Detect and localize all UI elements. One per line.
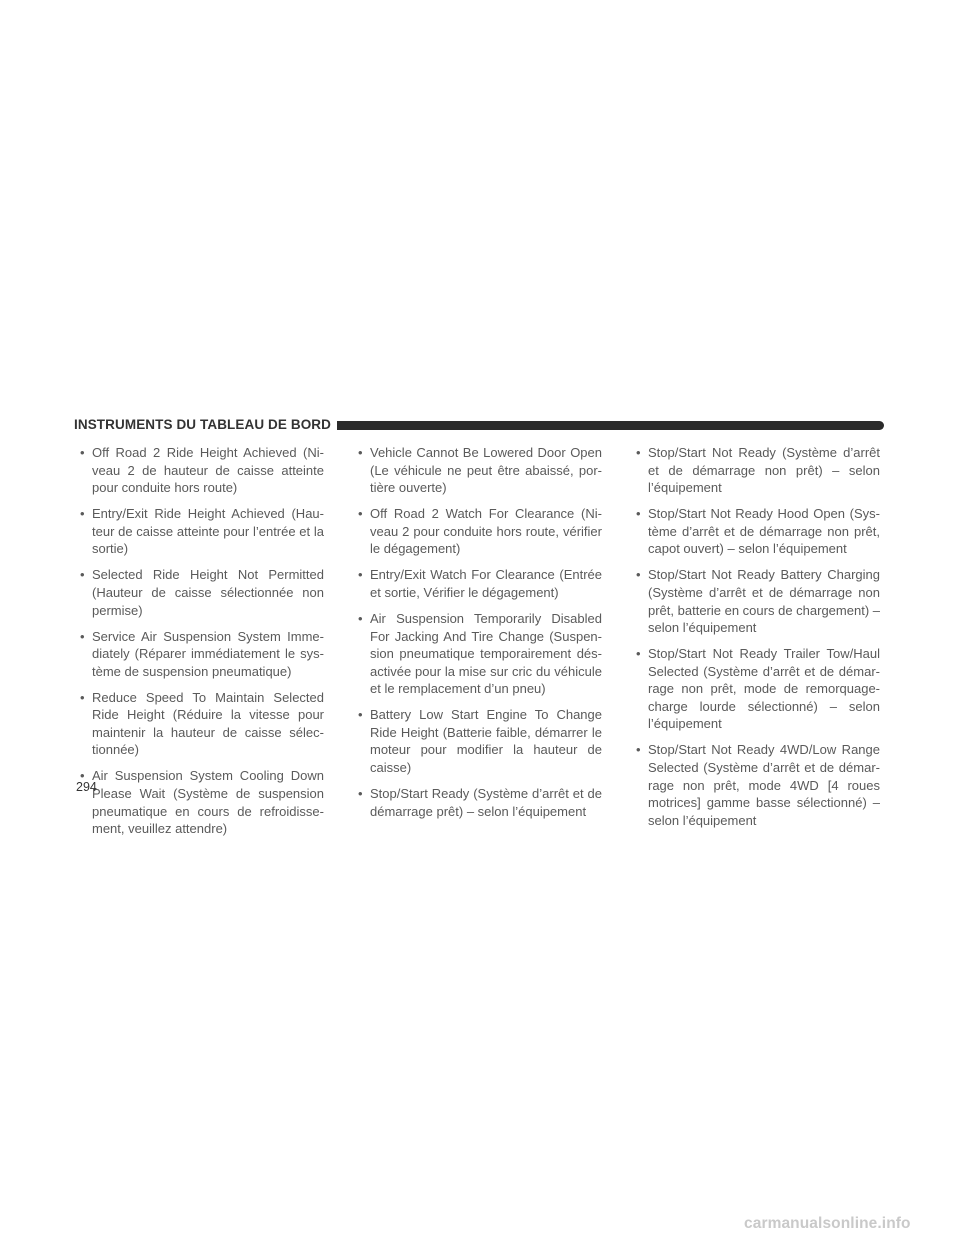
list-item-text: Stop/Start Not Ready (Système d’arrêt et de démarrage non prêt) – selon l’équipement xyxy=(648,445,880,496)
text-column-2 xyxy=(358,444,602,829)
message-list xyxy=(636,444,880,829)
list-item xyxy=(636,505,880,558)
list-item-text: Off Road 2 Ride Height Achieved (Niveau 2 de hauteur de caisse atteinte pour conduite hors route) xyxy=(92,445,324,496)
list-item-text: Vehicle Cannot Be Lowered Door Open (Le véhicule ne peut être abaissé, portière ouverte) xyxy=(370,445,602,496)
message-list xyxy=(358,444,602,820)
list-item-text: Reduce Speed To Maintain Selected Ride Height (Réduire la vitesse pour maintenir la hauteur de caisse sélectionnée) xyxy=(92,689,324,758)
bullet-icon: • xyxy=(358,445,363,460)
bullet-icon: • xyxy=(80,628,85,644)
list-item xyxy=(80,689,324,759)
list-item xyxy=(358,505,602,558)
bullet-icon: • xyxy=(358,610,363,626)
bullet-icon: • xyxy=(358,506,363,522)
bullet-icon: • xyxy=(636,646,641,662)
list-item-text: Service Air Suspension System Immediately (Réparer immédiatement le système de suspension pneumatique) xyxy=(92,628,324,679)
list-item-text: Entry/Exit Watch For Clearance (Entrée et sortie, Vérifier le dégagement) xyxy=(370,567,602,600)
watermark: carmanualsonline.info xyxy=(744,1215,911,1232)
list-item xyxy=(358,785,602,820)
list-item-text: Stop/Start Not Ready 4WD/Low Range Selected (Système d’arrêt et de démarrage non prêt, mode 4WD [4 roues motrices] gamme basse sélectionné) – selon l’équipement xyxy=(648,742,880,828)
list-item-text: Off Road 2 Watch For Clearance (Niveau 2 pour conduite hors route, vérifier le dégagement) xyxy=(370,506,602,557)
page-number: 294 xyxy=(76,780,97,794)
bullet-icon: • xyxy=(358,786,363,802)
bullet-icon: • xyxy=(358,707,363,723)
bullet-icon: • xyxy=(636,445,641,460)
list-item xyxy=(636,645,880,733)
list-item xyxy=(358,444,602,497)
list-item-text: Stop/Start Not Ready Battery Charging (Système d’arrêt et de démarrage non prêt, batterie en cours de chargement) – selon l’équipement xyxy=(648,567,880,636)
bullet-icon: • xyxy=(80,506,85,522)
list-item xyxy=(80,767,324,837)
list-item xyxy=(80,505,324,558)
text-column-3 xyxy=(636,444,880,838)
bullet-icon: • xyxy=(636,742,641,758)
list-item-text: Battery Low Start Engine To Change Ride Height (Batterie faible, démarrer le moteur pour modifier la hauteur de caisse) xyxy=(370,707,602,776)
list-item xyxy=(636,566,880,636)
section-title: INSTRUMENTS DU TABLEAU DE BORD xyxy=(74,417,331,432)
list-item-text: Stop/Start Not Ready Trailer Tow/Haul Selected (Système d’arrêt et de démarrage non prêt, mode de remorquage-charge lourde sélectionné) – selon l’équipement xyxy=(648,646,880,732)
list-item xyxy=(636,741,880,829)
bullet-icon: • xyxy=(358,567,363,583)
list-item-text: Air Suspension System Cooling Down Please Wait (Système de suspension pneumatique en cours de refroidissement, veuillez attendre) xyxy=(92,768,324,837)
list-item-text: Air Suspension Temporarily Disabled For Jacking And Tire Change (Suspension pneumatique temporairement désactivée pour la mise sur cric du véhicule et le remplacement d’un pneu) xyxy=(370,610,602,697)
list-item-text: Stop/Start Ready (Système d’arrêt et de démarrage prêt) – selon l’équipement xyxy=(370,786,602,819)
list-item xyxy=(636,444,880,497)
list-item-text: Entry/Exit Ride Height Achieved (Hauteur de caisse atteinte pour l’entrée et la sortie) xyxy=(92,506,324,557)
bullet-icon: • xyxy=(80,689,85,705)
bullet-icon: • xyxy=(636,567,641,583)
list-item xyxy=(80,444,324,497)
list-item xyxy=(358,610,602,698)
list-item-text: Stop/Start Not Ready Hood Open (Système d’arrêt et de démarrage non prêt, capot ouvert) – selon l’équipement xyxy=(648,506,880,557)
list-item-text: Selected Ride Height Not Permitted (Hauteur de caisse sélectionnée non permise) xyxy=(92,567,324,618)
message-list xyxy=(80,444,324,838)
list-item xyxy=(80,566,324,619)
section-header xyxy=(74,416,884,434)
list-item xyxy=(358,566,602,601)
bullet-icon: • xyxy=(80,445,85,460)
bullet-icon: • xyxy=(80,768,85,784)
list-item xyxy=(358,706,602,776)
text-column-1 xyxy=(80,444,324,846)
header-rule xyxy=(337,421,884,430)
bullet-icon: • xyxy=(80,567,85,583)
list-item xyxy=(80,628,324,681)
bullet-icon: • xyxy=(636,506,641,522)
